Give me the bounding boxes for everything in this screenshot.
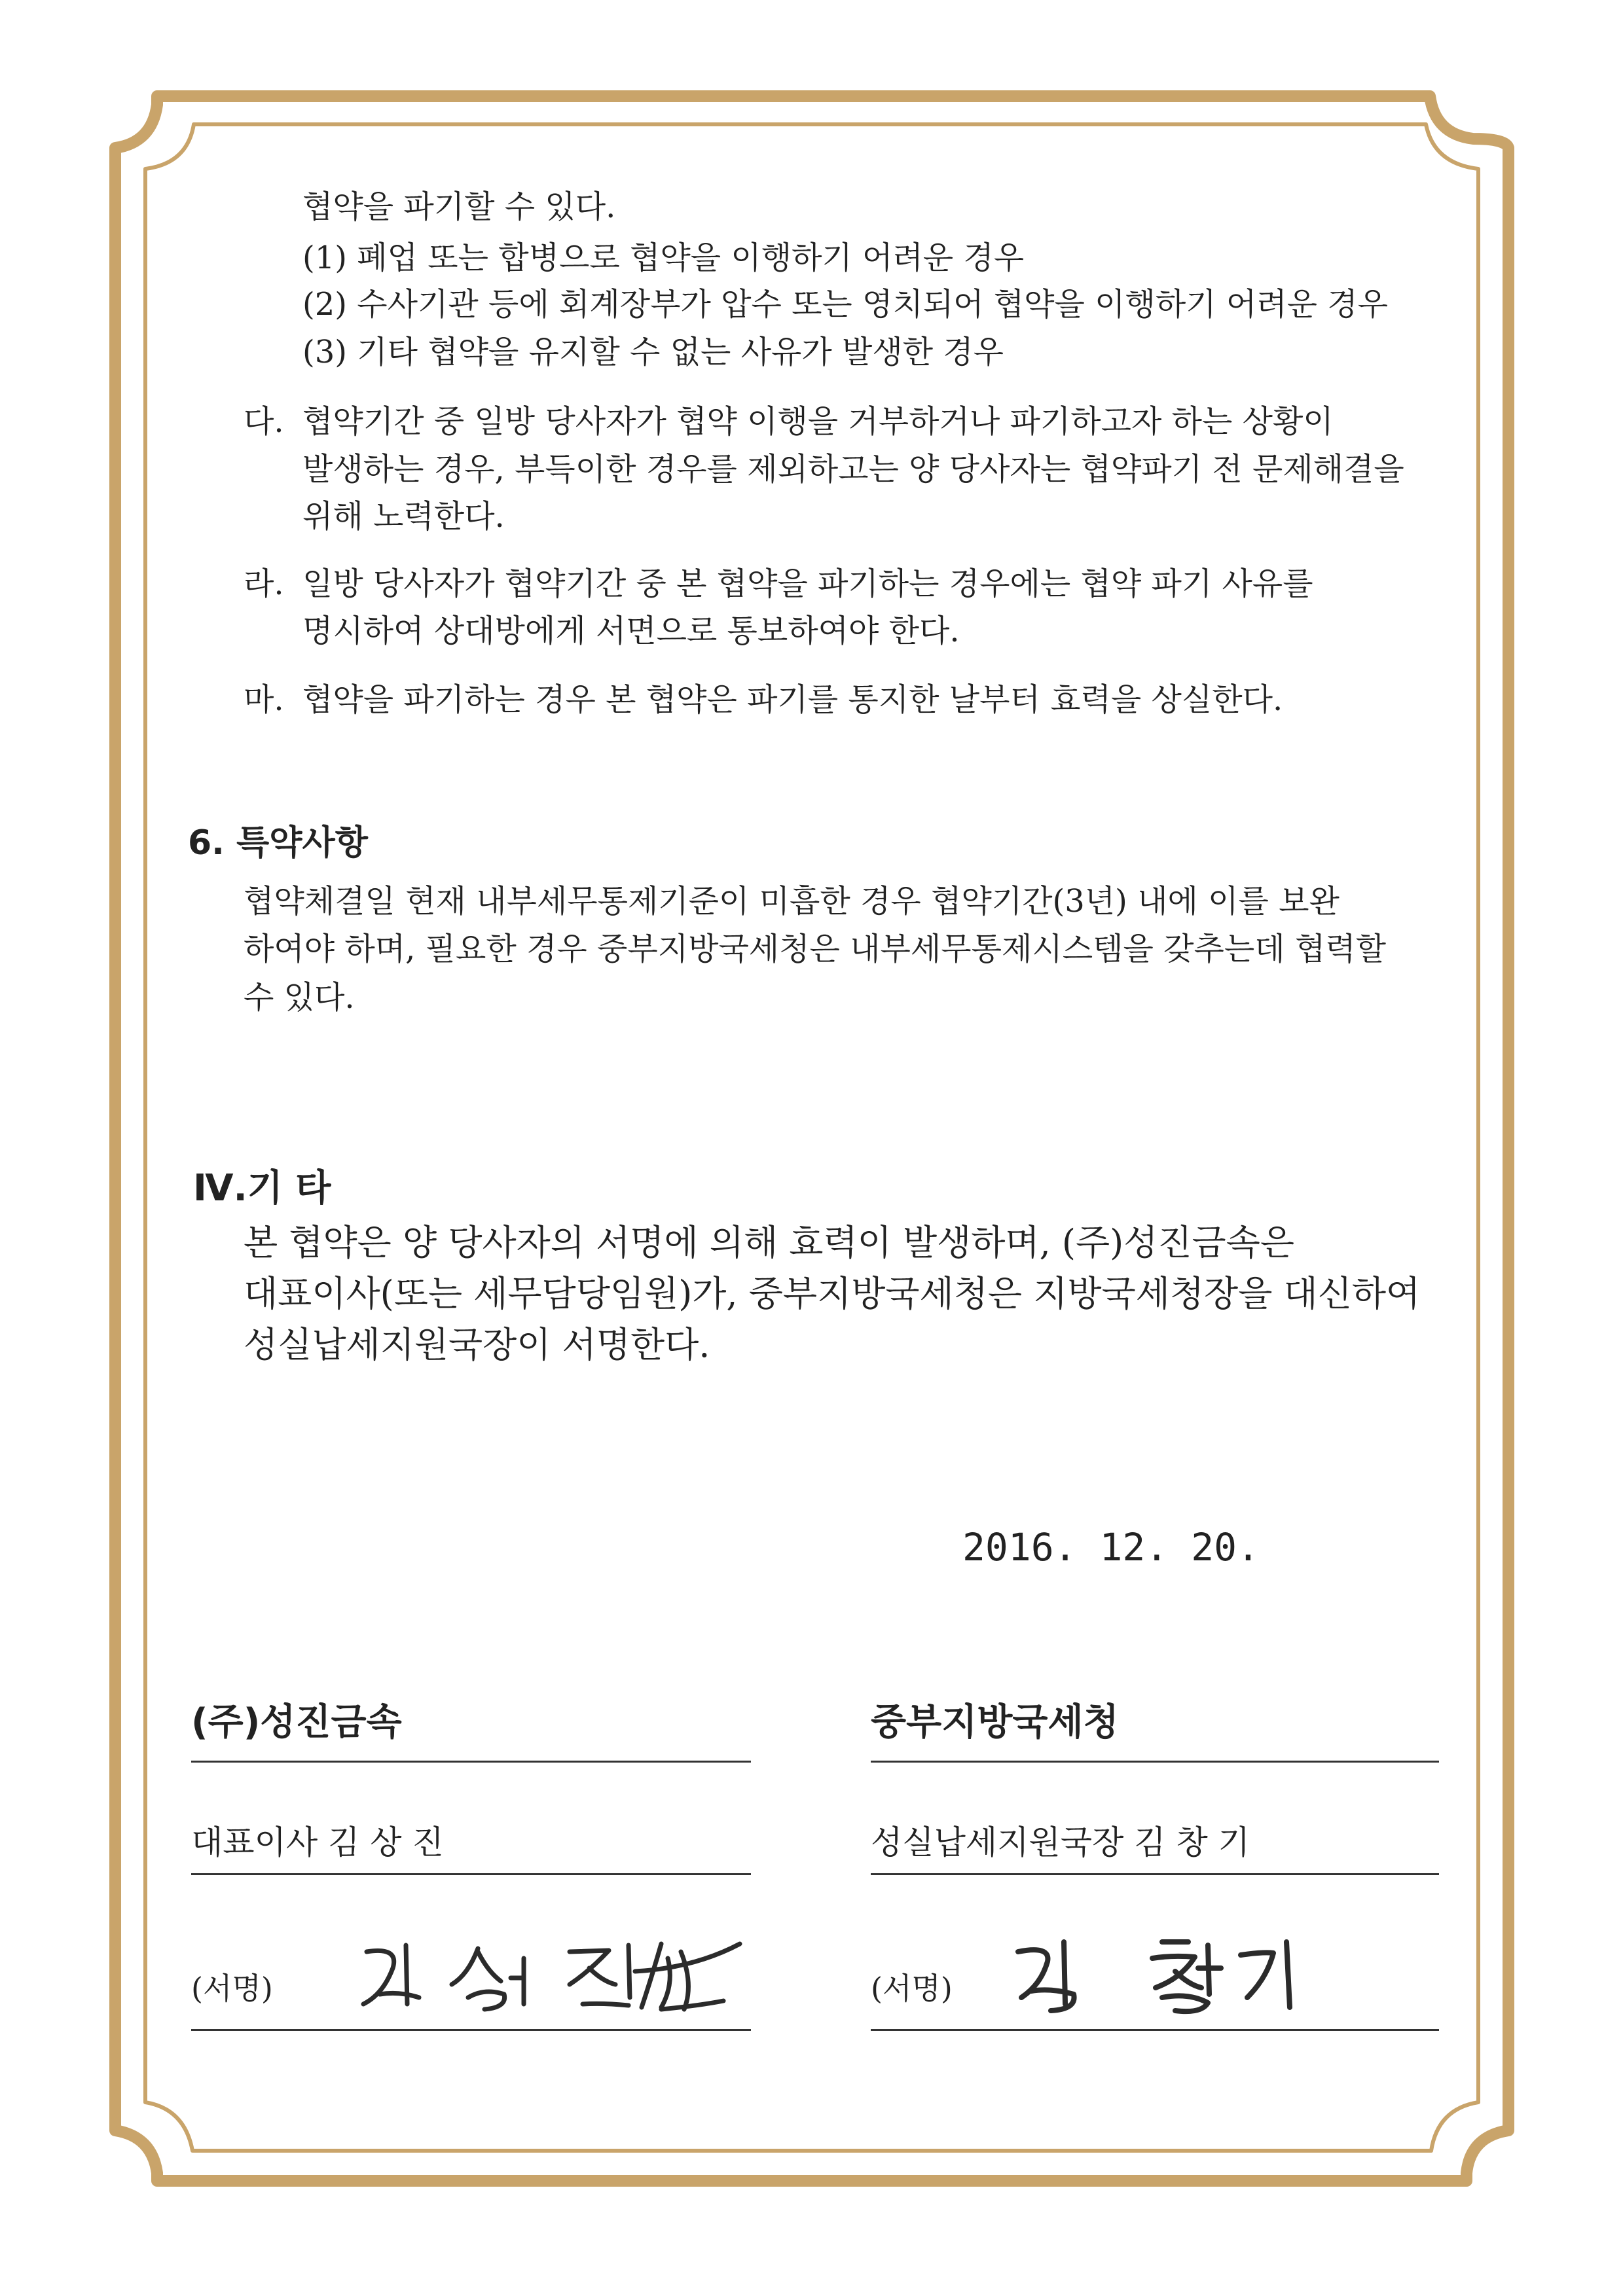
right-title-underline	[871, 1873, 1439, 1875]
section5-da-line-3: 위해 노력한다.	[302, 498, 505, 535]
left-org-name: (주)성진금속	[191, 1701, 402, 1744]
section5-ra-line-2: 명시하여 상대방에게 서면으로 통보하여야 한다.	[302, 613, 960, 649]
section5-ra-line-1: 일방 당사자가 협약기간 중 본 협약을 파기하는 경우에는 협약 파기 사유를	[302, 565, 1313, 602]
section6-line-3: 수 있다.	[244, 979, 355, 1016]
section6-line-1: 협약체결일 현재 내부세무통제기준이 미흡한 경우 협약기간(3년) 내에 이를 보완	[244, 883, 1340, 920]
section5-da-line-2: 발생하는 경우, 부득이한 경우를 제외하고는 양 당사자는 협약파기 전 문제해결을	[302, 451, 1404, 488]
right-org-underline	[871, 1761, 1439, 1763]
section5-da-line-1: 협약기간 중 일방 당사자가 협약 이행을 거부하거나 파기하고자 하는 상황이	[302, 403, 1334, 440]
section5-intro-tail: 협약을 파기할 수 있다.	[302, 188, 616, 225]
section5-item-1: (1) 폐업 또는 합병으로 협약을 이행하기 어려운 경우	[302, 240, 1025, 276]
left-title-underline	[191, 1873, 751, 1875]
section5-item-3: (3) 기타 협약을 유지할 수 없는 사유가 발생한 경우	[302, 334, 1004, 370]
left-sign-underline	[191, 2029, 751, 2031]
right-org-name: 중부지방국세청	[871, 1701, 1119, 1744]
left-sign-label: (서명)	[191, 1971, 273, 2006]
agreement-date: 2016. 12. 20.	[962, 1525, 1260, 1570]
section5-da-marker: 다.	[244, 403, 284, 440]
right-handwritten-signature	[1012, 1932, 1306, 2017]
section4-heading: Ⅳ.기 타	[193, 1167, 331, 1210]
right-signer-title: 성실납세지원국장 김 창 기	[871, 1823, 1250, 1861]
section5-ra-marker: 라.	[244, 565, 284, 602]
right-sign-underline	[871, 2029, 1439, 2031]
section5-ma-line-1: 협약을 파기하는 경우 본 협약은 파기를 통지한 날부터 효력을 상실한다.	[302, 681, 1283, 718]
section4-line-1: 본 협약은 양 당사자의 서명에 의해 효력이 발생하며, (주)성진금속은	[244, 1222, 1295, 1263]
section4-line-3: 성실납세지원국장이 서명한다.	[244, 1324, 710, 1365]
left-handwritten-signature	[354, 1932, 746, 2017]
right-sign-label: (서명)	[871, 1971, 953, 2006]
section6-line-2: 하여야 하며, 필요한 경우 중부지방국세청은 내부세무통제시스템을 갖추는데 협력할	[244, 931, 1386, 967]
left-signer-title: 대표이사 김 상 진	[191, 1823, 444, 1861]
section5-item-2: (2) 수사기관 등에 회계장부가 압수 또는 영치되어 협약을 이행하기 어려운 경우	[302, 286, 1388, 323]
section6-heading: 6. 특약사항	[188, 823, 368, 863]
left-org-underline	[191, 1761, 751, 1763]
section5-ma-marker: 마.	[244, 681, 284, 718]
section4-line-2: 대표이사(또는 세무담당임원)가, 중부지방국세청은 지방국세청장을 대신하여	[244, 1273, 1421, 1314]
